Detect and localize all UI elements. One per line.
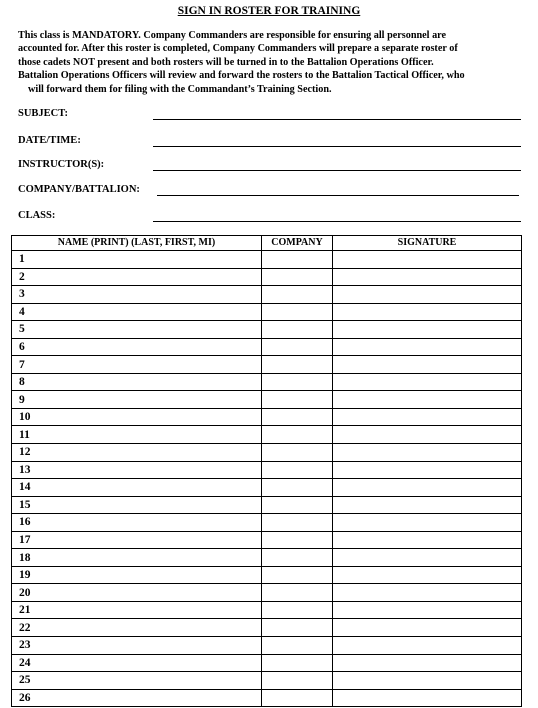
signature-cell[interactable] <box>333 303 522 321</box>
company-cell[interactable] <box>262 426 333 444</box>
table-row <box>12 408 522 426</box>
company-cell[interactable] <box>262 373 333 391</box>
name-cell[interactable] <box>12 408 262 426</box>
name-cell[interactable] <box>12 461 262 479</box>
subject-label: SUBJECT: <box>18 108 68 119</box>
company-cell[interactable] <box>262 566 333 584</box>
row-number: 17 <box>19 534 31 547</box>
instructions-line: This class is MANDATORY. Company Commanders are responsible for ensuring all personnel are <box>18 30 447 41</box>
table-row <box>12 286 522 304</box>
name-cell[interactable] <box>12 356 262 374</box>
name-cell[interactable] <box>12 286 262 304</box>
class-label: CLASS: <box>18 210 56 221</box>
table-row <box>12 549 522 567</box>
company-battalion-line[interactable] <box>157 195 519 196</box>
instructions-paragraph <box>18 29 524 96</box>
company-cell[interactable] <box>262 654 333 672</box>
row-number: 1 <box>19 253 25 266</box>
company-cell[interactable] <box>262 637 333 655</box>
table-row <box>12 514 522 532</box>
company-cell[interactable] <box>262 672 333 690</box>
name-cell[interactable] <box>12 321 262 339</box>
company-cell[interactable] <box>262 584 333 602</box>
row-number: 14 <box>19 481 31 494</box>
company-battalion-label: COMPANY/BATTALION: <box>18 184 140 195</box>
company-cell[interactable] <box>262 531 333 549</box>
name-cell[interactable] <box>12 689 262 707</box>
row-number: 26 <box>19 691 31 704</box>
company-cell[interactable] <box>262 268 333 286</box>
table-row <box>12 251 522 269</box>
signature-cell[interactable] <box>333 549 522 567</box>
instructions-line: will forward them for filing with the Commandant’s Training Section. <box>28 83 332 95</box>
table-row <box>12 566 522 584</box>
company-cell[interactable] <box>262 356 333 374</box>
name-cell[interactable] <box>12 391 262 409</box>
datetime-line[interactable] <box>153 146 521 147</box>
row-number: 16 <box>19 516 31 529</box>
name-cell[interactable] <box>12 566 262 584</box>
signature-cell[interactable] <box>333 391 522 409</box>
company-cell[interactable] <box>262 408 333 426</box>
signature-cell[interactable] <box>333 514 522 532</box>
signature-cell[interactable] <box>333 338 522 356</box>
name-cell[interactable] <box>12 531 262 549</box>
company-cell[interactable] <box>262 303 333 321</box>
instructors-line[interactable] <box>153 170 521 171</box>
name-cell[interactable] <box>12 303 262 321</box>
name-cell[interactable] <box>12 426 262 444</box>
name-cell[interactable] <box>12 496 262 514</box>
table-row <box>12 426 522 444</box>
name-cell[interactable] <box>12 479 262 497</box>
signature-cell[interactable] <box>333 444 522 462</box>
signature-cell[interactable] <box>333 601 522 619</box>
row-number: 12 <box>19 446 31 459</box>
signature-cell[interactable] <box>333 356 522 374</box>
row-number: 24 <box>19 656 31 669</box>
name-cell[interactable] <box>12 338 262 356</box>
table-row <box>12 461 522 479</box>
name-cell[interactable] <box>12 637 262 655</box>
company-cell[interactable] <box>262 286 333 304</box>
table-row <box>12 444 522 462</box>
name-cell[interactable] <box>12 373 262 391</box>
row-number: 2 <box>19 270 25 283</box>
company-cell[interactable] <box>262 601 333 619</box>
row-number: 4 <box>19 305 25 318</box>
signature-cell[interactable] <box>333 286 522 304</box>
row-number: 18 <box>19 551 31 564</box>
signature-cell[interactable] <box>333 584 522 602</box>
datetime-label: DATE/TIME: <box>18 135 81 146</box>
table-row <box>12 303 522 321</box>
signature-cell[interactable] <box>333 268 522 286</box>
company-cell[interactable] <box>262 338 333 356</box>
subject-line[interactable] <box>153 119 521 120</box>
table-row <box>12 391 522 409</box>
company-cell[interactable] <box>262 514 333 532</box>
row-number: 23 <box>19 639 31 652</box>
instructors-label: INSTRUCTOR(S): <box>18 159 105 170</box>
signature-cell[interactable] <box>333 689 522 707</box>
table-row <box>12 338 522 356</box>
name-cell[interactable] <box>12 672 262 690</box>
table-row <box>12 654 522 672</box>
table-row <box>12 479 522 497</box>
name-cell[interactable] <box>12 514 262 532</box>
name-cell[interactable] <box>12 444 262 462</box>
name-cell[interactable] <box>12 584 262 602</box>
signature-cell[interactable] <box>333 654 522 672</box>
name-cell[interactable] <box>12 268 262 286</box>
signature-cell[interactable] <box>333 531 522 549</box>
row-number: 22 <box>19 621 31 634</box>
row-number: 20 <box>19 586 31 599</box>
table-row <box>12 496 522 514</box>
company-cell[interactable] <box>262 689 333 707</box>
signature-cell[interactable] <box>333 496 522 514</box>
signature-cell[interactable] <box>333 566 522 584</box>
row-number: 13 <box>19 463 31 476</box>
signature-cell[interactable] <box>333 479 522 497</box>
row-number: 9 <box>19 393 25 406</box>
signature-cell[interactable] <box>333 426 522 444</box>
row-number: 10 <box>19 411 31 424</box>
signature-cell[interactable] <box>333 373 522 391</box>
row-number: 19 <box>19 569 31 582</box>
table-row <box>12 601 522 619</box>
table-row <box>12 356 522 374</box>
company-cell[interactable] <box>262 251 333 269</box>
row-number: 6 <box>19 341 25 353</box>
signature-cell[interactable] <box>333 321 522 339</box>
name-cell[interactable] <box>12 654 262 672</box>
table-row <box>12 689 522 707</box>
instructions-line: accounted for. After this roster is completed, Company Commanders will prepare a separate roster of <box>18 43 458 55</box>
table-row <box>12 321 522 339</box>
table-row <box>12 373 522 391</box>
company-cell[interactable] <box>262 321 333 339</box>
company-cell[interactable] <box>262 461 333 479</box>
table-row <box>12 531 522 549</box>
signature-cell[interactable] <box>333 637 522 655</box>
row-number: 15 <box>19 498 31 511</box>
name-cell[interactable] <box>12 619 262 637</box>
table-row <box>12 584 522 602</box>
company-cell[interactable] <box>262 444 333 462</box>
row-number: 21 <box>19 604 31 617</box>
instructions-line: Battalion Operations Officers will review and forward the rosters to the Battalion Tactical Officer, who <box>18 70 465 82</box>
name-cell[interactable] <box>12 601 262 619</box>
page-title: SIGN IN ROSTER FOR TRAINING <box>177 5 361 17</box>
signature-cell[interactable] <box>333 461 522 479</box>
signature-cell[interactable] <box>333 672 522 690</box>
name-cell[interactable] <box>12 549 262 567</box>
company-cell[interactable] <box>262 391 333 409</box>
row-number: 3 <box>19 288 25 301</box>
signature-cell[interactable] <box>333 408 522 426</box>
table-row <box>12 619 522 637</box>
row-number: 11 <box>19 428 30 441</box>
signature-cell[interactable] <box>333 619 522 637</box>
table-row <box>12 637 522 655</box>
signature-cell[interactable] <box>333 251 522 269</box>
row-number: 8 <box>19 376 25 389</box>
roster-body <box>12 251 522 707</box>
name-cell[interactable] <box>12 251 262 269</box>
company-cell[interactable] <box>262 496 333 514</box>
name-column-header: NAME (PRINT) (LAST, FIRST, MI) <box>12 236 262 251</box>
company-column-header: COMPANY <box>262 236 333 251</box>
roster-table <box>11 235 522 707</box>
row-number: 5 <box>19 323 25 336</box>
company-cell[interactable] <box>262 479 333 497</box>
company-cell[interactable] <box>262 549 333 567</box>
table-header-row <box>12 236 522 251</box>
table-row <box>12 672 522 690</box>
class-line[interactable] <box>153 221 521 222</box>
table-row <box>12 268 522 286</box>
row-number: 7 <box>19 358 25 371</box>
row-number: 25 <box>19 674 31 687</box>
company-cell[interactable] <box>262 619 333 637</box>
signature-column-header: SIGNATURE <box>333 236 522 251</box>
instructions-line: those cadets NOT present and both rosters will be turned in to the Battalion Operations Officer. <box>18 56 434 68</box>
